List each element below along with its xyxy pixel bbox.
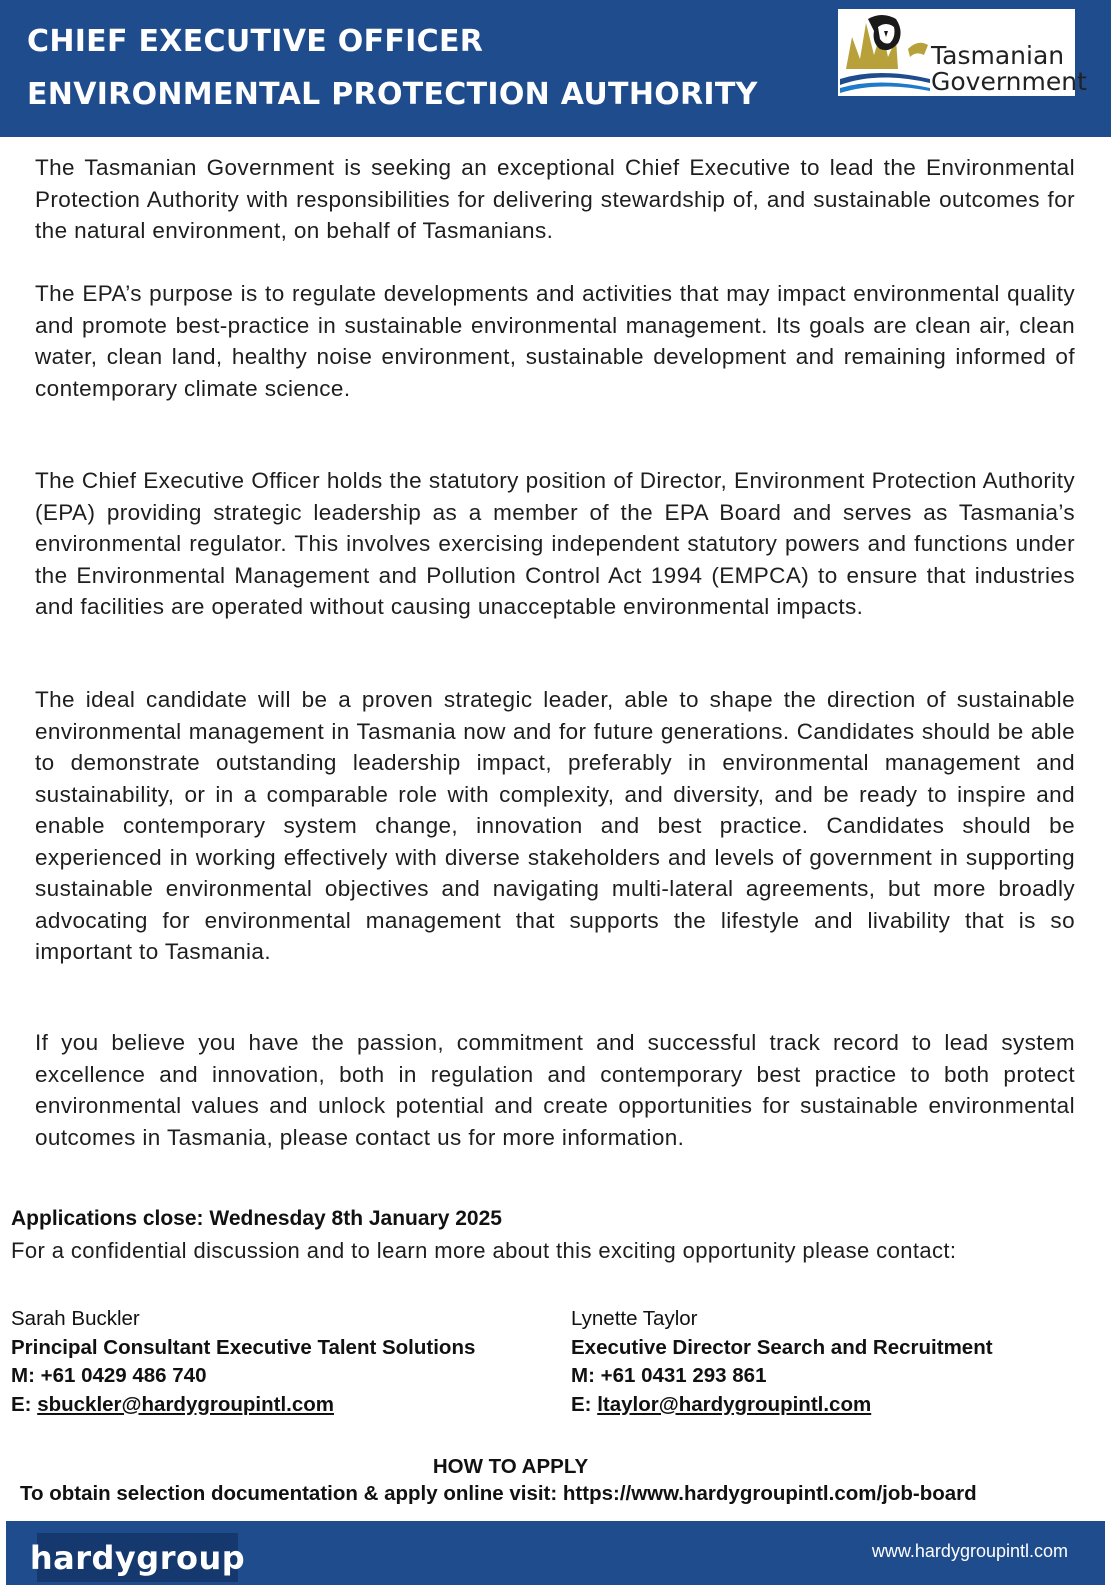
contact-role: Executive Director Search and Recruitment xyxy=(571,1335,993,1359)
email-label: E: xyxy=(571,1392,598,1416)
header-banner xyxy=(0,0,1111,137)
contact-name: Lynette Taylor xyxy=(571,1307,698,1330)
purpose-paragraph: The EPA’s purpose is to regulate developments and activities that may impact environmental quality and promote best-practice in sustainable environmental management. Its goals are clean air, clean water, clean land, healthy noise environment, sustainable development and remaining informed of contemporary climate science. xyxy=(35,281,1075,401)
how-to-apply-text[interactable]: To obtain selection documentation & apply online visit: https://www.hardygroupintl.com/job-board xyxy=(20,1482,977,1505)
contact-phone: M: +61 0429 486 740 xyxy=(11,1364,207,1387)
contact-role: Principal Consultant Executive Talent Solutions xyxy=(11,1335,476,1359)
contact-name: Sarah Buckler xyxy=(11,1307,140,1330)
contact-email-link[interactable]: sbuckler@hardygroupintl.com xyxy=(37,1392,334,1416)
applications-close: Applications close: Wednesday 8th January 2025 xyxy=(11,1207,502,1230)
logo-text-line-2: Government xyxy=(931,67,1087,96)
footer-website-link[interactable]: www.hardygroupintl.com xyxy=(871,1541,1068,1561)
hardygroup-logo: hardygroup xyxy=(37,1533,238,1582)
title-line-1: CHIEF EXECUTIVE OFFICER xyxy=(27,24,484,59)
candidate-paragraph: The ideal candidate will be a proven strategic leader, able to shape the direction of sustainable environmental management in Tasmania now and for future generations. Candidates should be able to demonstrate outstanding leadership impact, preferably in environmental management and sustainability, or in a comparable role with complexity, and diversity, and be ready to inspire and enable contemporary system change, innovation and best practice. Candidates should be experienced in working effectively with diverse stakeholders and levels of government in supporting sustainable environmental objectives and navigating multi-lateral agreements, but more broadly advocating for environmental management that supports the lifestyle and livability that is so important to Tasmania. xyxy=(35,687,1075,964)
email-label: E: xyxy=(11,1392,38,1416)
role-paragraph: The Chief Executive Officer holds the statutory position of Director, Environment Protection Authority (EPA) providing strategic leadership as a member of the EPA Board and serves as Tasmania’s environmental regulator. This involves exercising independent statutory powers and functions under the Environmental Management and Pollution Control Act 1994 (EMPCA) to ensure that industries and facilities are operated without causing unacceptable environmental impacts. xyxy=(35,468,1075,619)
tasmanian-government-logo xyxy=(838,9,1087,96)
contact-phone: M: +61 0431 293 861 xyxy=(571,1364,767,1387)
how-to-apply-heading: HOW TO APPLY xyxy=(432,1455,589,1478)
contact-card xyxy=(571,1305,993,1419)
logo-text-line-1: Tasmanian xyxy=(931,41,1065,70)
contact-email-link[interactable]: ltaylor@hardygroupintl.com xyxy=(597,1392,872,1416)
contact-card xyxy=(11,1305,475,1419)
footer-banner xyxy=(6,1521,1105,1585)
intro-paragraph: The Tasmanian Government is seeking an exceptional Chief Executive to lead the Environmental Protection Authority with responsibilities for delivering stewardship of, and sustainable outcomes for the natural environment, on behalf of Tasmanians. xyxy=(35,155,1075,243)
tasmanian-tiger-icon xyxy=(838,9,938,96)
call-to-action-paragraph: If you believe you have the passion, commitment and successful track record to lead system excellence and innovation, both in regulation and contemporary best practice to both protect environmental values and unlock potential and create opportunities for sustainable environmental outcomes in Tasmania, please contact us for more information. xyxy=(35,1030,1075,1150)
title-line-2: ENVIRONMENTAL PROTECTION AUTHORITY xyxy=(27,77,758,112)
discussion-text: For a confidential discussion and to learn more about this exciting opportunity please contact: xyxy=(11,1238,957,1263)
